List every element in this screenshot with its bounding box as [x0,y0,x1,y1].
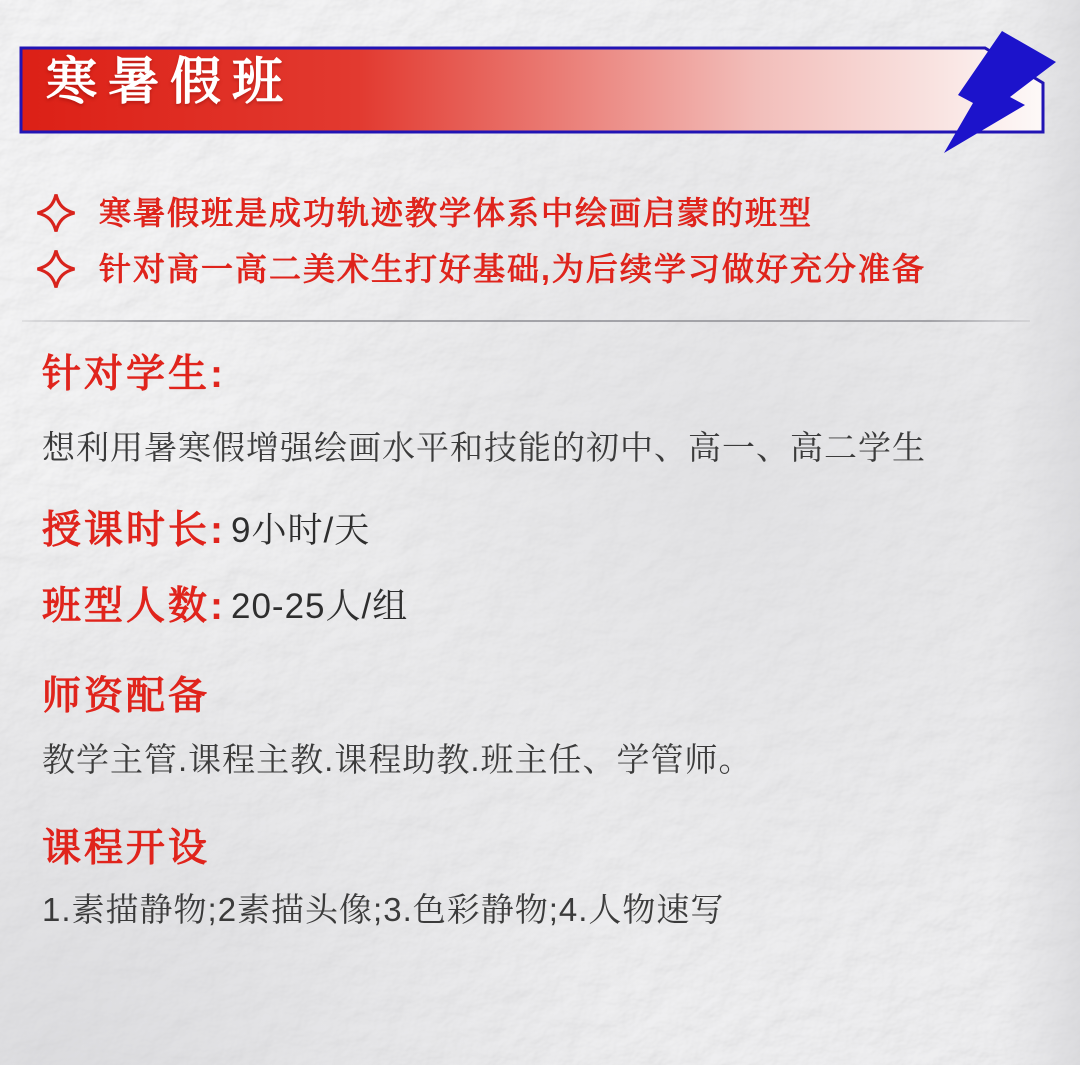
highlight-text: 针对高一高二美术生打好基础,为后续学习做好充分准备 [99,251,926,287]
class-size-row [42,587,408,626]
highlight-item [36,248,1046,290]
target-students-label: 针对学生: [42,353,226,396]
four-point-star-icon [36,249,76,289]
faculty-value: 教学主管.课程主教.课程助教.班主任、学管师。 [42,741,753,778]
target-students-value: 想利用暑寒假增强绘画水平和技能的初中、高一、高二学生 [42,429,926,466]
faculty-label: 师资配备 [42,675,211,718]
four-point-star-icon [36,193,76,233]
courses-value: 1.素描静物;2素描头像;3.色彩静物;4.人物速写 [42,891,725,928]
highlight-text: 寒暑假班是成功轨迹教学体系中绘画启蒙的班型 [99,195,814,231]
courses-label: 课程开设 [42,827,211,870]
class-duration-label: 授课时长: [42,509,226,552]
banner-title: 寒暑假班 [46,53,295,110]
highlight-item [36,192,1046,234]
class-duration-value: 9小时/天 [231,511,371,550]
class-size-label: 班型人数: [42,585,226,628]
class-duration-row [42,511,370,550]
section-divider [22,320,1030,322]
highlight-list [36,192,1046,304]
class-size-value: 20-25人/组 [231,587,409,626]
